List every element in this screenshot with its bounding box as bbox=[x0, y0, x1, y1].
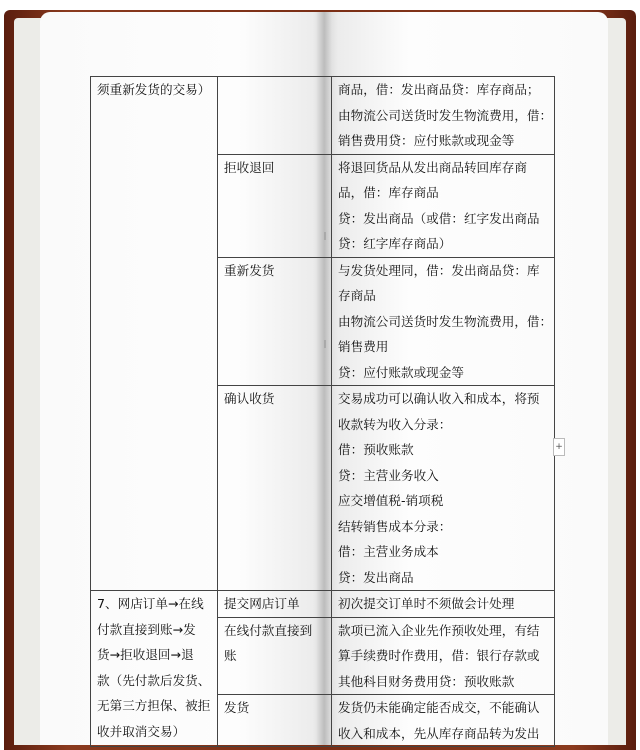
entry-cell bbox=[332, 77, 555, 155]
table-row bbox=[91, 77, 555, 155]
accounting-table bbox=[90, 76, 555, 747]
cell-line: 将退回货品从发出商品转回库存商 bbox=[338, 159, 527, 175]
cell-line: 发货 bbox=[224, 700, 250, 715]
cell-line: 重新发货 bbox=[224, 262, 275, 278]
entry-cell bbox=[332, 695, 555, 747]
cell-line: 与发货处理同，借：发出商品贷：库 bbox=[338, 262, 540, 278]
cell-line: 交易成功可以确认收入和成本，将预 bbox=[338, 391, 540, 406]
table-row bbox=[91, 591, 555, 618]
entry-cell bbox=[332, 257, 555, 386]
stage-cell bbox=[218, 695, 332, 747]
cell-line: 付款直接到账→发 bbox=[97, 621, 196, 637]
cell-line: 应交增值税-销项税 bbox=[338, 493, 444, 508]
cell-line: 确认收货 bbox=[224, 391, 275, 406]
stage-cell bbox=[218, 257, 332, 386]
stage-cell bbox=[218, 154, 332, 257]
cell-line: 借：主营业务成本 bbox=[338, 544, 439, 559]
cell-line: 货→拒收退回→退 bbox=[97, 647, 194, 662]
cell-line: 拒收退回 bbox=[224, 159, 275, 175]
cell-line: 贷：主营业务收入 bbox=[338, 467, 439, 483]
accounting-table-container bbox=[90, 76, 554, 747]
cell-line: 由物流公司送货时发生物流费用，借： bbox=[338, 107, 553, 123]
cell-line: 销售费用 bbox=[338, 339, 389, 354]
cell-line: 由物流公司送货时发生物流费用，借： bbox=[338, 313, 553, 329]
stage-cell bbox=[218, 591, 332, 618]
transaction-type-cell bbox=[91, 77, 218, 591]
table-resize-marker[interactable]: + bbox=[553, 438, 565, 456]
entry-cell bbox=[332, 617, 555, 695]
cell-line: 7、网店订单→在线 bbox=[97, 596, 204, 611]
cell-line: 初次提交订单时不须做会计处理 bbox=[338, 596, 515, 611]
cell-line: 款（先付款后发货、 bbox=[97, 672, 211, 688]
stage-cell bbox=[218, 77, 332, 155]
cell-line: 商品，借：发出商品贷：库存商品； bbox=[338, 82, 540, 97]
cell-line: 贷：发出商品（或借：红字发出商品 bbox=[338, 210, 540, 226]
cell-line: 收并取消交易） bbox=[97, 723, 186, 739]
cell-line: 无第三方担保、被拒 bbox=[97, 698, 211, 713]
cell-line: 在线付款直接到 bbox=[224, 622, 313, 638]
transaction-type-cell bbox=[91, 591, 218, 747]
cell-line: 收入和成本，先从库存商品转为发出 bbox=[338, 725, 540, 741]
stage-cell bbox=[218, 386, 332, 591]
cell-line: 贷：红字库存商品） bbox=[338, 236, 452, 251]
entry-cell bbox=[332, 154, 555, 257]
entry-cell bbox=[332, 591, 555, 618]
cell-line: 贷：应付账款或现金等 bbox=[338, 364, 464, 380]
cell-line: 账 bbox=[224, 648, 237, 663]
cell-line: 须重新发货的交易） bbox=[97, 82, 211, 97]
cell-line: 贷：发出商品 bbox=[338, 569, 414, 585]
cell-line: 款项已流入企业先作预收处理，有结 bbox=[338, 622, 540, 638]
cell-line: 存商品 bbox=[338, 288, 376, 303]
cell-line: 发货仍未能确定能否成交，不能确认 bbox=[338, 700, 540, 715]
cell-line: 算手续费时作费用，借：银行存款或 bbox=[338, 648, 540, 663]
cell-line: 结转销售成本分录： bbox=[338, 518, 452, 534]
cell-line: 品，借：库存商品 bbox=[338, 185, 439, 200]
cell-line: 借：预收账款 bbox=[338, 442, 414, 457]
cell-line: 提交网店订单 bbox=[224, 596, 300, 611]
cell-line: 收款转为收入分录： bbox=[338, 416, 452, 432]
stage-cell bbox=[218, 617, 332, 695]
cell-line: 销售费用贷：应付账款或现金等 bbox=[338, 133, 515, 148]
cell-line: 其他科目财务费用贷：预收账款 bbox=[338, 673, 515, 689]
entry-cell bbox=[332, 386, 555, 591]
